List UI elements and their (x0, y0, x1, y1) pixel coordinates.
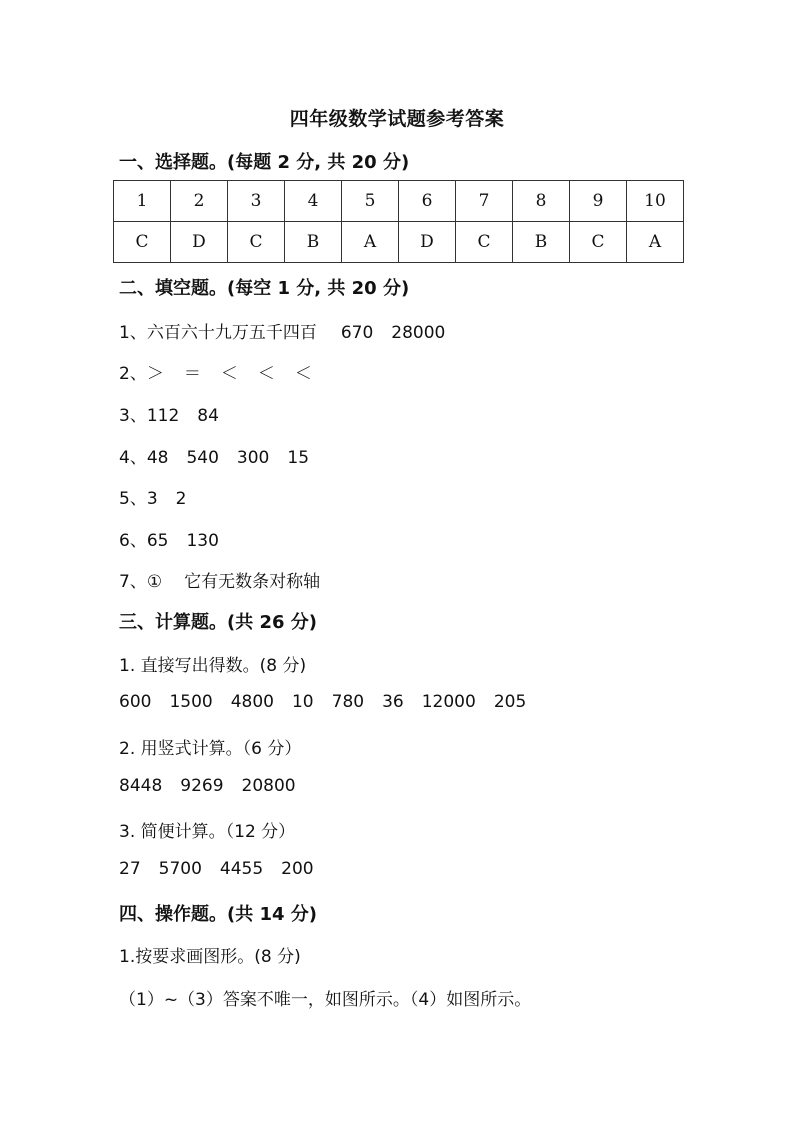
table-cell: C (570, 222, 627, 263)
line-label: 7、 (119, 572, 147, 592)
answer-item: 10 (291, 692, 314, 712)
line-label: 1、 (119, 323, 147, 343)
table-cell: 4 (285, 181, 342, 222)
answer-item: 65 (146, 531, 169, 551)
calc-part-3-answers (119, 859, 314, 879)
answer-item: 2 (175, 489, 187, 509)
answer-item: ＜ (294, 364, 312, 384)
answer-item: ＜ (257, 364, 275, 384)
answer-item: ＝ (183, 364, 201, 384)
calc-part-2-answers (119, 776, 296, 796)
answer-item: 9269 (180, 776, 224, 796)
calc-part-2-title: 2. 用竖式计算。（6 分） (119, 739, 302, 759)
fill-answer-line-1 (119, 318, 445, 343)
section-1-heading: 一、选择题。(每题 2 分, 共 20 分) (119, 152, 410, 173)
fill-answer-line-5 (119, 484, 186, 509)
section-3-heading: 三、计算题。(共 26 分) (119, 612, 318, 633)
table-cell: 3 (228, 181, 285, 222)
table-cell: 6 (399, 181, 456, 222)
table-cell: 8 (513, 181, 570, 222)
fill-answer-line-3 (119, 401, 219, 426)
table-cell: B (285, 222, 342, 263)
fill-answer-line-4 (119, 443, 309, 468)
table-cell: 10 (627, 181, 684, 222)
answer-item: 780 (331, 692, 365, 712)
choice-answer-table (113, 180, 684, 263)
table-cell: 9 (570, 181, 627, 222)
answer-item: 540 (186, 448, 219, 468)
calc-part-1-title: 1. 直接写出得数。(8 分) (119, 656, 307, 676)
table-cell: 2 (171, 181, 228, 222)
table-cell: B (513, 222, 570, 263)
answer-item: 36 (382, 692, 404, 712)
table-cell: C (456, 222, 513, 263)
line-label: 2、 (119, 364, 147, 384)
answer-item: 130 (186, 531, 219, 551)
calc-part-3-title: 3. 简便计算。（12 分） (119, 822, 296, 842)
answer-item: 3 (146, 489, 158, 509)
section-4-heading: 四、操作题。(共 14 分) (119, 904, 318, 925)
answer-item: 1500 (169, 692, 213, 712)
answer-item: 12000 (421, 692, 476, 712)
answer-item: 15 (287, 448, 310, 468)
answer-item: ＞ (146, 364, 164, 384)
answer-item: 205 (493, 692, 527, 712)
table-cell: 1 (114, 181, 171, 222)
answer-item: 300 (236, 448, 270, 468)
answer-item: 六百六十九万五千四百 (146, 323, 317, 343)
line-label: 5、 (119, 489, 147, 509)
answer-item: 5700 (158, 859, 202, 879)
table-row-numbers (114, 181, 684, 222)
line-label: 4、 (119, 448, 147, 468)
table-cell: A (342, 222, 399, 263)
answer-item: 它有无数条对称轴 (184, 572, 321, 592)
table-cell: C (114, 222, 171, 263)
answer-item: 84 (197, 406, 219, 426)
answer-item: ① (146, 572, 163, 592)
answer-item: 4455 (219, 859, 264, 879)
calc-part-1-answers (119, 692, 526, 712)
answer-item: ＜ (220, 364, 238, 384)
page-title: 四年级数学试题参考答案 (289, 108, 505, 130)
line-label: 6、 (119, 531, 147, 551)
answer-item: 4800 (230, 692, 274, 712)
answer-item: 200 (281, 859, 314, 879)
answer-item: 28000 (391, 323, 446, 343)
answer-item: 670 (340, 323, 374, 343)
table-cell: 5 (342, 181, 399, 222)
table-cell: D (399, 222, 456, 263)
fill-answer-line-7 (119, 567, 320, 592)
fill-answer-line-2 (119, 359, 312, 384)
table-cell: A (627, 222, 684, 263)
answer-item: 20800 (241, 776, 296, 796)
drawing-part-1-text: （1）~（3）答案不唯一，如图所示。（4）如图所示。 (119, 990, 532, 1010)
drawing-part-1-title: 1.按要求画图形。(8 分) (119, 947, 301, 967)
answer-item: 48 (146, 448, 169, 468)
answer-item: 600 (119, 692, 152, 712)
answer-item: 112 (146, 406, 180, 426)
section-2-heading: 二、填空题。(每空 1 分, 共 20 分) (119, 278, 410, 299)
table-cell: C (228, 222, 285, 263)
answer-item: 8448 (119, 776, 163, 796)
answer-item: 27 (119, 859, 141, 879)
table-cell: D (171, 222, 228, 263)
table-cell: 7 (456, 181, 513, 222)
fill-answer-line-6 (119, 526, 219, 551)
table-row-answers (114, 222, 684, 263)
line-label: 3、 (119, 406, 147, 426)
